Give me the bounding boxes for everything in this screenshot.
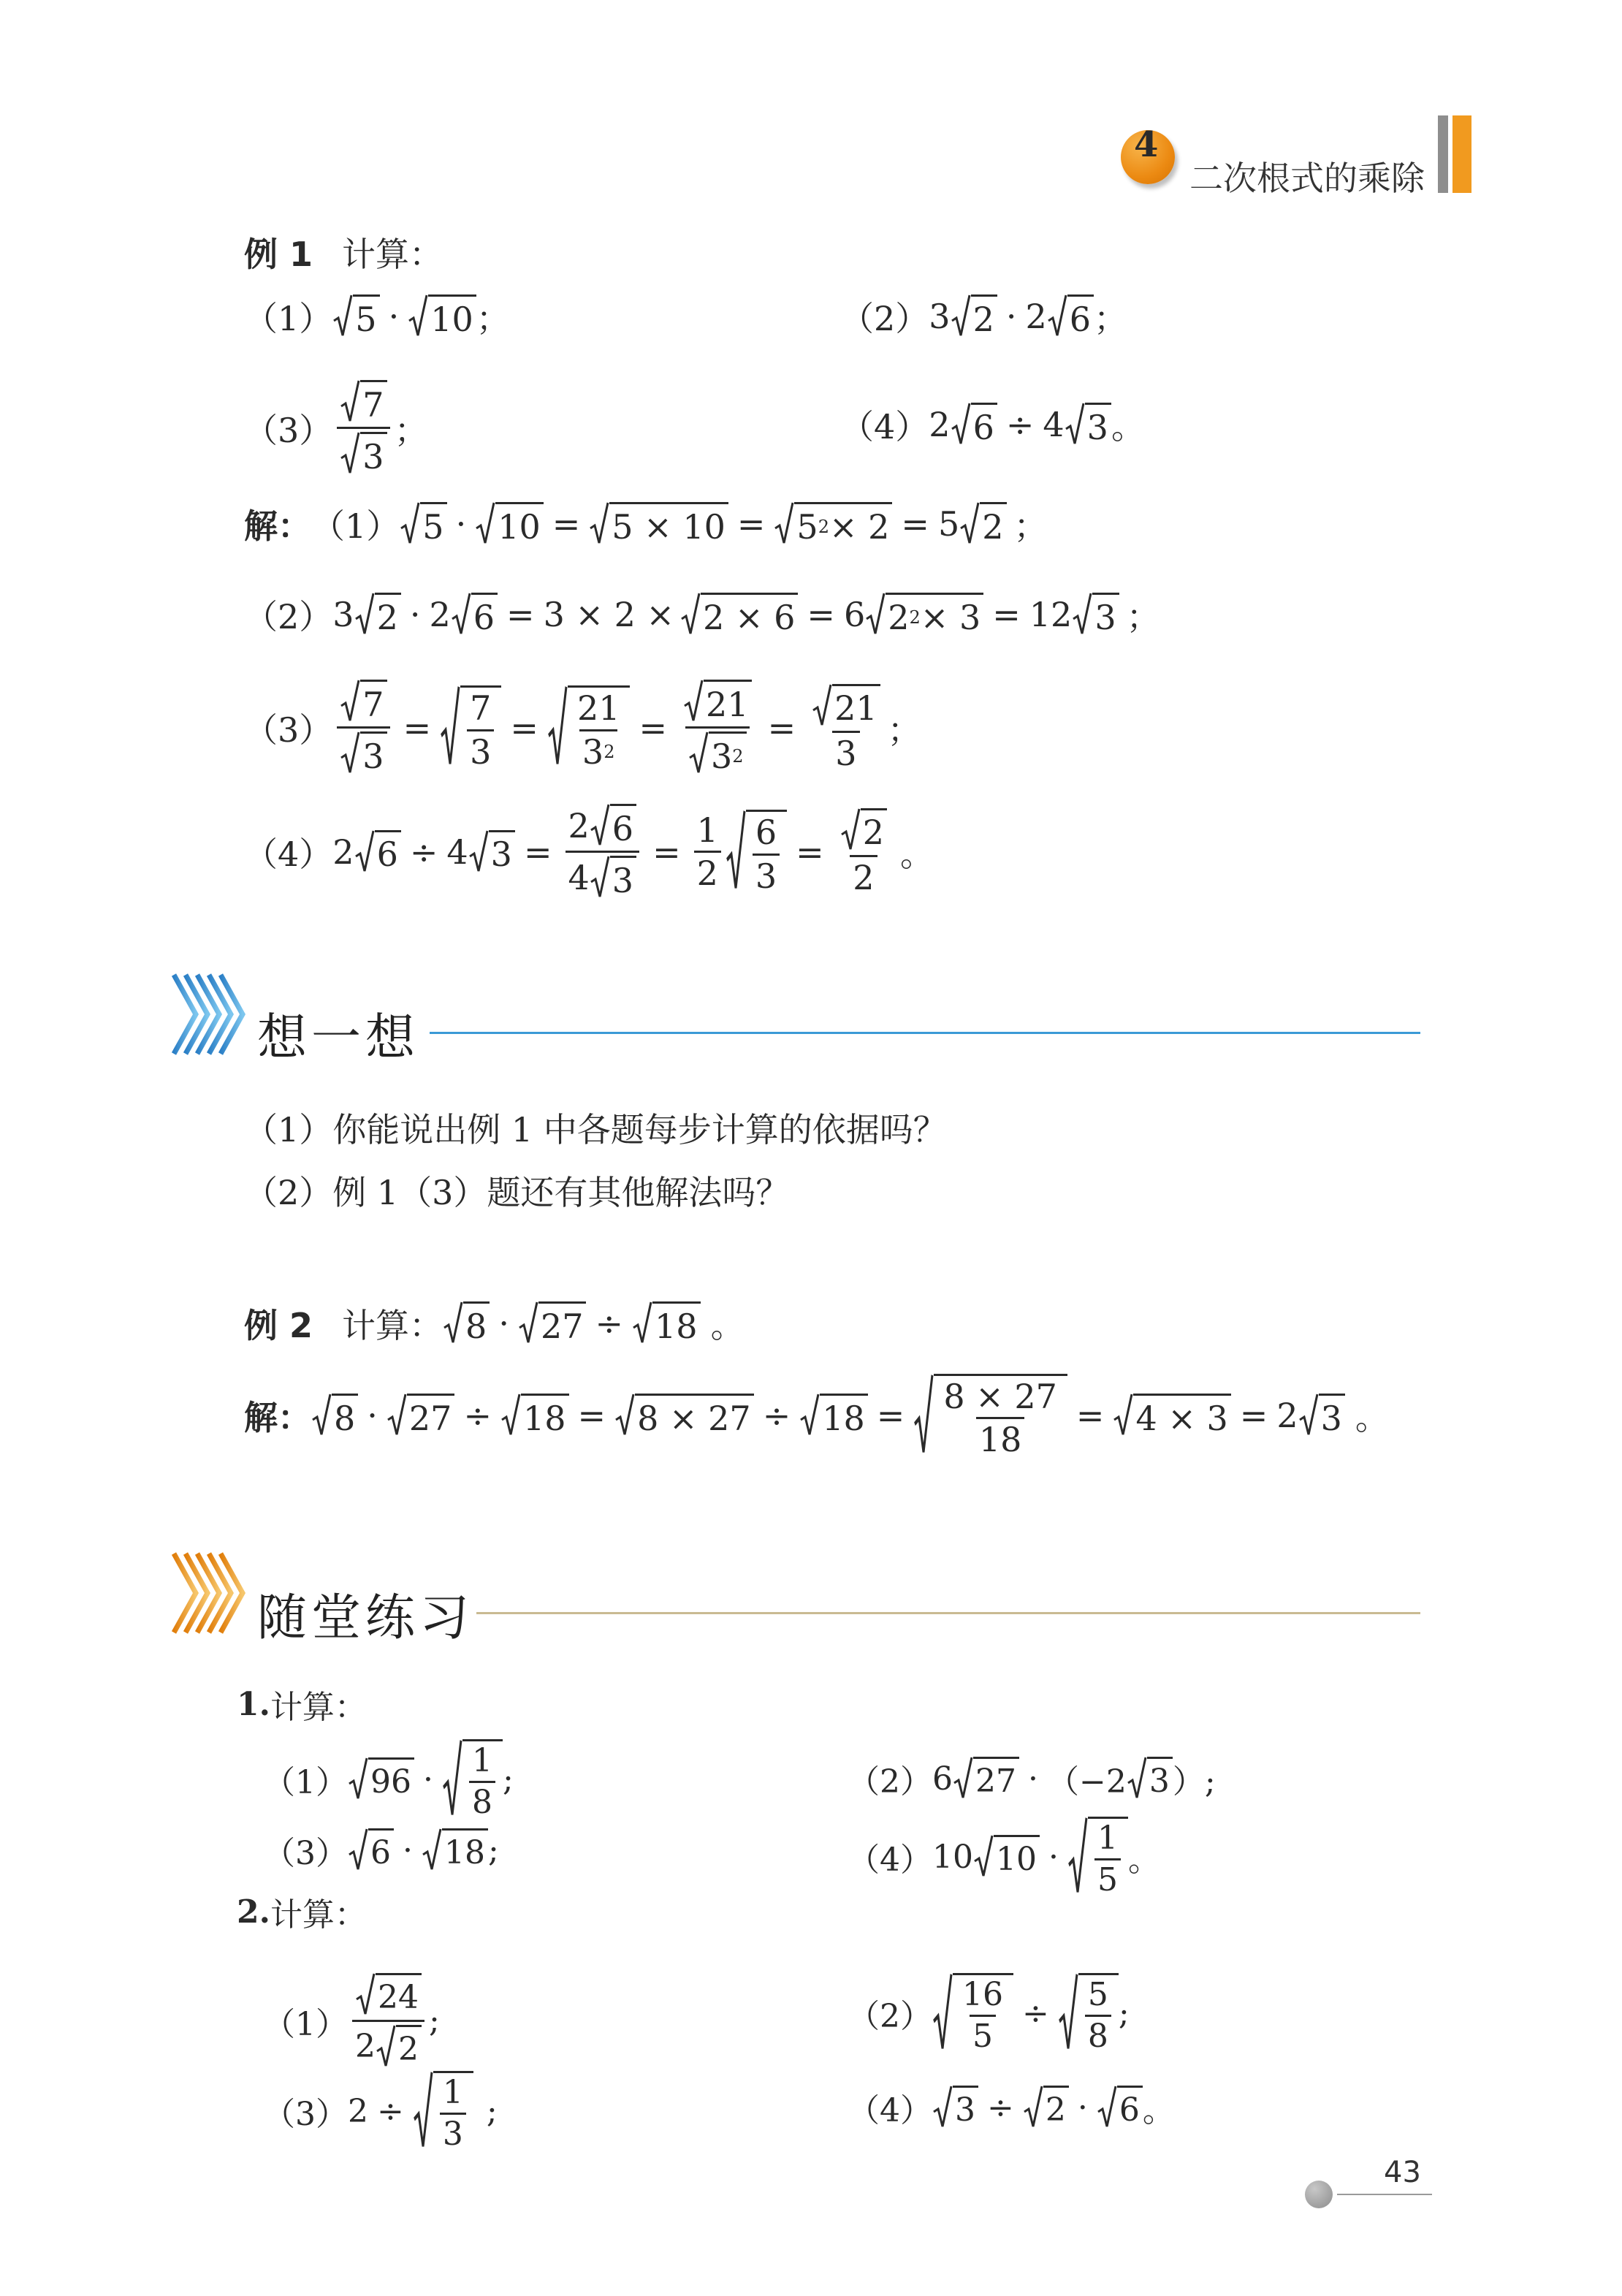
problem-number: （2） xyxy=(840,299,929,338)
example2-solution: 解： 8 · 27 ÷ 18 = 8 × 27 ÷ 18 = $\frac{8 \times 27}{18}$ = 4 × 3 = 2 3 。 xyxy=(244,1374,1389,1458)
radical: 6 xyxy=(951,403,997,446)
example2-heading: 例 2 计算： 8 · 27 ÷ 18 。 xyxy=(244,1299,745,1347)
example1-problem-1: （1） 5 · 10 ； xyxy=(244,292,510,341)
header-bar-orange xyxy=(1452,115,1471,193)
think-title: 想一想 xyxy=(257,1009,420,1067)
example1-solution-3: （3） $\frac{7}{3}$ = $\frac{7}{3}$ = 21 3 2 = 21 3 2 = $\frac{21}{3}$ ； xyxy=(244,680,921,775)
radical: 10 xyxy=(408,294,476,338)
radical: 6 xyxy=(1047,294,1094,338)
example1-task: 计算： xyxy=(342,235,443,274)
practice-q1-3: （3） 6 · 18 ; xyxy=(263,1827,499,1874)
practice-q1-heading: 1. 计算： xyxy=(237,1685,367,1726)
practice-q1-1: （1） 96 · $\frac{1}{8}$ ; xyxy=(263,1739,514,1820)
chevron-orange-icon xyxy=(171,1551,251,1635)
example2-task: 计算： xyxy=(342,1306,443,1345)
solution-label: 解： xyxy=(244,1398,311,1438)
practice-q1-2: （2） 6 27 · （−2 3 ）; xyxy=(848,1755,1216,1802)
practice-q2-heading: 2. 计算： xyxy=(237,1893,367,1934)
example1-problem-4: （4） 2 6 ÷ 4 3 。 xyxy=(840,400,1145,449)
think-divider xyxy=(430,1032,1420,1034)
page-number: 43 xyxy=(1384,2156,1421,2189)
radical: 5 xyxy=(332,294,379,338)
chapter-title: 二次根式的乘除 xyxy=(1189,159,1425,198)
radical: 2 xyxy=(951,294,997,338)
practice-divider xyxy=(476,1612,1420,1614)
radical: 3 xyxy=(1065,403,1111,446)
practice-q2-4: （4） 3 ÷ 2 · 6 。 xyxy=(848,2084,1175,2131)
example1-heading xyxy=(244,228,443,276)
practice-title: 随堂练习 xyxy=(257,1589,474,1647)
problem-number: （3） xyxy=(244,410,333,450)
think-question-2: （2）例 1（3）题还有其他解法吗？ xyxy=(244,1173,790,1212)
example1-label: 例 1 xyxy=(244,235,313,274)
practice-q2-3: （3） 2 ÷ $\frac{1}{3}$ ; xyxy=(263,2071,498,2151)
example1-problem-3: （3） $\frac{7}{3}$ ； xyxy=(244,380,428,476)
chapter-number: 4 xyxy=(1134,124,1159,165)
fraction: $\frac{7}{3}$ xyxy=(337,380,389,476)
problem-number: （1） xyxy=(244,299,333,338)
example1-solution-1: 解： （1） 5 · 10 = 5 × 10 = 5 2 × 2 = 5 2 ； xyxy=(244,500,1048,548)
page-dot-icon xyxy=(1305,2181,1333,2208)
page-divider xyxy=(1337,2194,1432,2195)
example2-label: 例 2 xyxy=(244,1306,313,1345)
practice-q1-4: （4） 10 10 · $\frac{1}{5}$ 。 xyxy=(848,1817,1160,1897)
problem-number: （4） xyxy=(840,407,929,446)
think-question-1: （1）你能说出例 1 中各题每步计算的依据吗？ xyxy=(244,1110,947,1149)
solution-label: 解： xyxy=(244,506,311,546)
header-bar-gray xyxy=(1438,115,1448,193)
example1-solution-2: （2） 3 2 · 2 6 = 3 × 2 × 2 × 6 = 6 2 2 × 3 = 12 3 ； xyxy=(244,590,1160,639)
example1-problem-2: （2） 3 2 · 2 6 ； xyxy=(840,292,1127,341)
practice-q2-1: （1） 24 2 2 ; xyxy=(263,1973,440,2069)
chevron-blue-icon xyxy=(171,972,251,1057)
practice-q2-2: （2） $\frac{16}{5}$ ÷ $\frac{5}{8}$ ; xyxy=(848,1973,1130,2053)
example1-solution-4: （4） 2 6 ÷ 4 3 = 2 6 4 3 = $\frac{1}{2}$ $\frac{6}{3}$ = $\frac{2}{2}$ 。 xyxy=(244,804,934,900)
